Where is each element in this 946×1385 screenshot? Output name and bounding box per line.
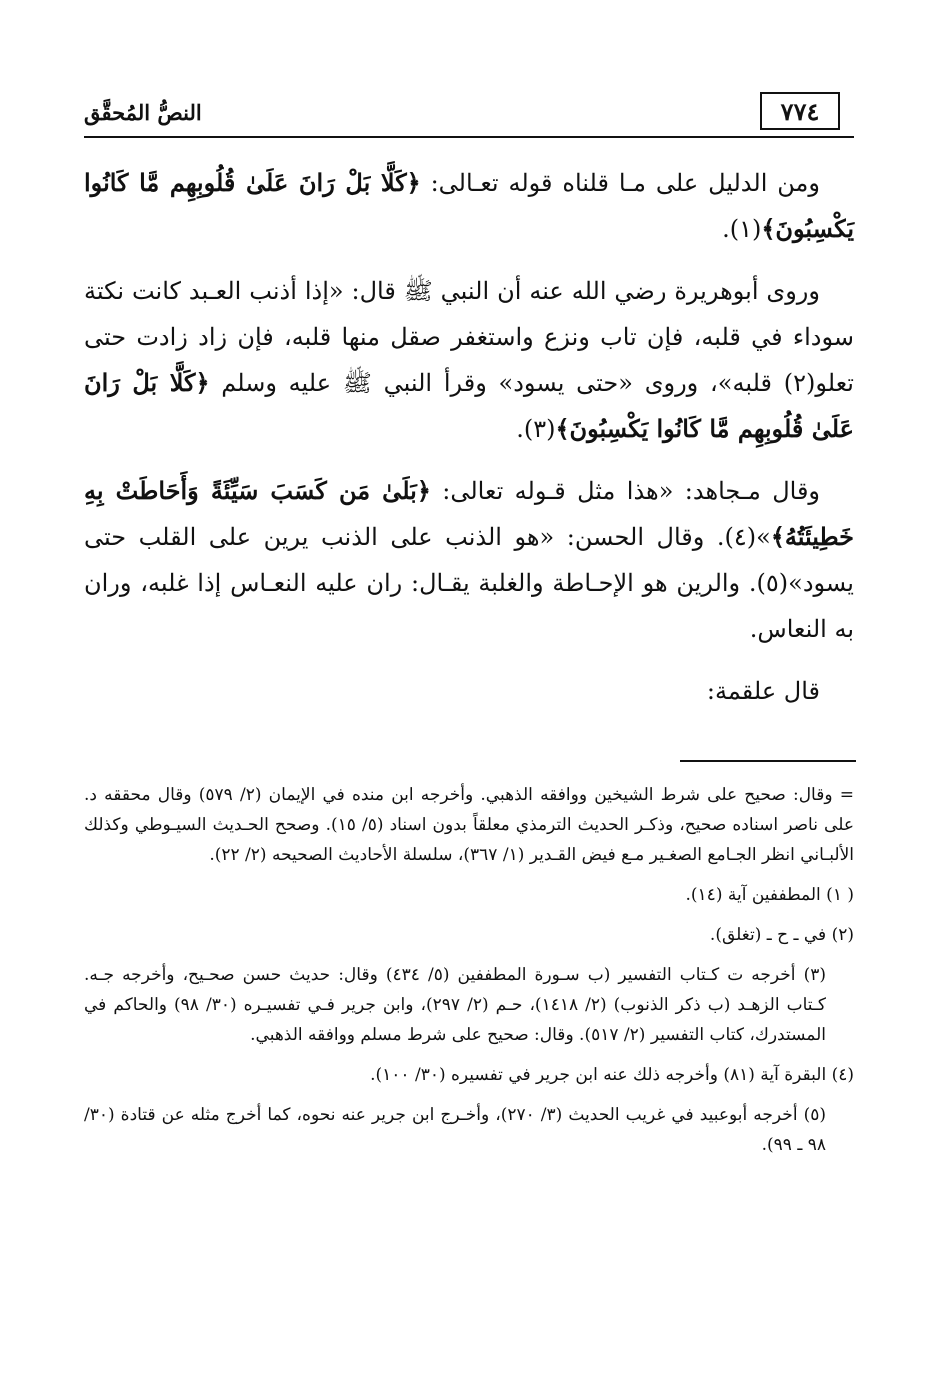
paragraph-text: وروى أبوهريرة رضي الله عنه أن النبي ﷺ قال: «إذا أذنب العـبد كانت نكتة سوداء في قلبه، فإن تاب ونزع واستغفر صقل منها قلبه، فإن زاد زادت حتى تعلو(٢) قلبه»، وروى «حتى يسود» وقرأ النبي ﷺ عليه وسلم <box>84 277 854 397</box>
paragraph-text: ومن الدليل على مـا قلناه قوله تعـالى: <box>430 169 820 197</box>
header-rule <box>84 136 854 138</box>
footnote-separator <box>680 760 856 762</box>
page-header <box>84 86 854 132</box>
paragraph-after: »(٤). وقال الحسن: «هو الذنب على الذنب يرين على القلب حتى يسود»(٥). والرين هو الإحـاطة والغلبة يقـال: ران عليه النعـاس إذا غلبه، وران به النعاس. <box>84 523 854 643</box>
footnote: (٣) أخرجه ت كـتاب التفسير (ب سـورة المطففين (٥/ ٤٣٤) وقال: حديث حسن صحـيح، وأخرجه جـه. كـتاب الزهـد (ب ذكر الذنوب) (٢/ ١٤١٨)، حـم (٢/ ٢٩٧)، وابن جرير فـي تفسيـره (٣٠/ ٩٨) والحاكم في المستدرك، كتاب التفسير (٢/ ٥١٧). وقال: صحيح على شرط مسلم ووافقه الذهبي. <box>84 965 826 1045</box>
quran-verse: ﴿كَلَّا بَلْ رَانَ عَلَىٰ قُلُوبِهِم مَّا كَانُوا يَكْسِبُونَ﴾ <box>84 168 854 243</box>
footnotes <box>84 780 854 1170</box>
running-title: النصُّ المُحقَّق <box>84 100 202 125</box>
footnote: ( ١) المطففين آية (١٤). <box>685 885 854 905</box>
main-text <box>84 160 854 730</box>
footnote: = وقال: صحيح على شرط الشيخين ووافقه الذهبي. وأخرجه ابن منده في الإيمان (٢/ ٥٧٩) وقال محققه د. على ناصر اسناده صحيح، وذكـر الحديث الترمذي معلقاً بدون اسناد (٥/ ١٥). وصحح الحـديث السيـوطي وكذلك الألبـاني انظر الجـامع الصغـير مـع فيض القـدير (١/ ٣٦٧)، سلسلة الأحاديث الصحيحه (٢/ ٢٢). <box>84 785 854 865</box>
quran-verse: ﴿بَلَىٰ مَن كَسَبَ سَيِّئَةً وَأَحَاطَتْ بِهِ خَطِيئَتُهُ﴾ <box>84 476 855 551</box>
footnote: (٤) البقرة آية (٨١) وأخرجه ذلك عنه ابن جرير في تفسيره (٣٠/ ١٠٠). <box>370 1065 854 1085</box>
paragraph-after: (٣). <box>516 415 556 443</box>
paragraph-text: وقال مـجاهد: «هذا مثل قـوله تعالى: <box>442 477 821 505</box>
paragraph <box>84 160 854 252</box>
paragraph <box>84 668 854 714</box>
paragraph <box>84 268 854 452</box>
footnote: (٥) أخرجه أبوعبيد في غريب الحديث (٣/ ٢٧٠)، وأخـرج ابن جرير عنه نحوه، كما أخرج مثله عن قتادة (٣٠/ ٩٨ ـ ٩٩). <box>84 1105 826 1155</box>
footnote: (٢) في ـ ح ـ (تغلق). <box>709 925 854 945</box>
page-number: ٧٧٤ <box>760 92 840 130</box>
paragraph <box>84 468 854 652</box>
paragraph-text: قال علقمة: <box>706 677 820 705</box>
paragraph-after: (١). <box>722 215 762 243</box>
quran-verse: ﴿كَلَّا بَلْ رَانَ عَلَىٰ قُلُوبِهِم مَّا كَانُوا يَكْسِبُونَ﴾ <box>84 368 854 443</box>
